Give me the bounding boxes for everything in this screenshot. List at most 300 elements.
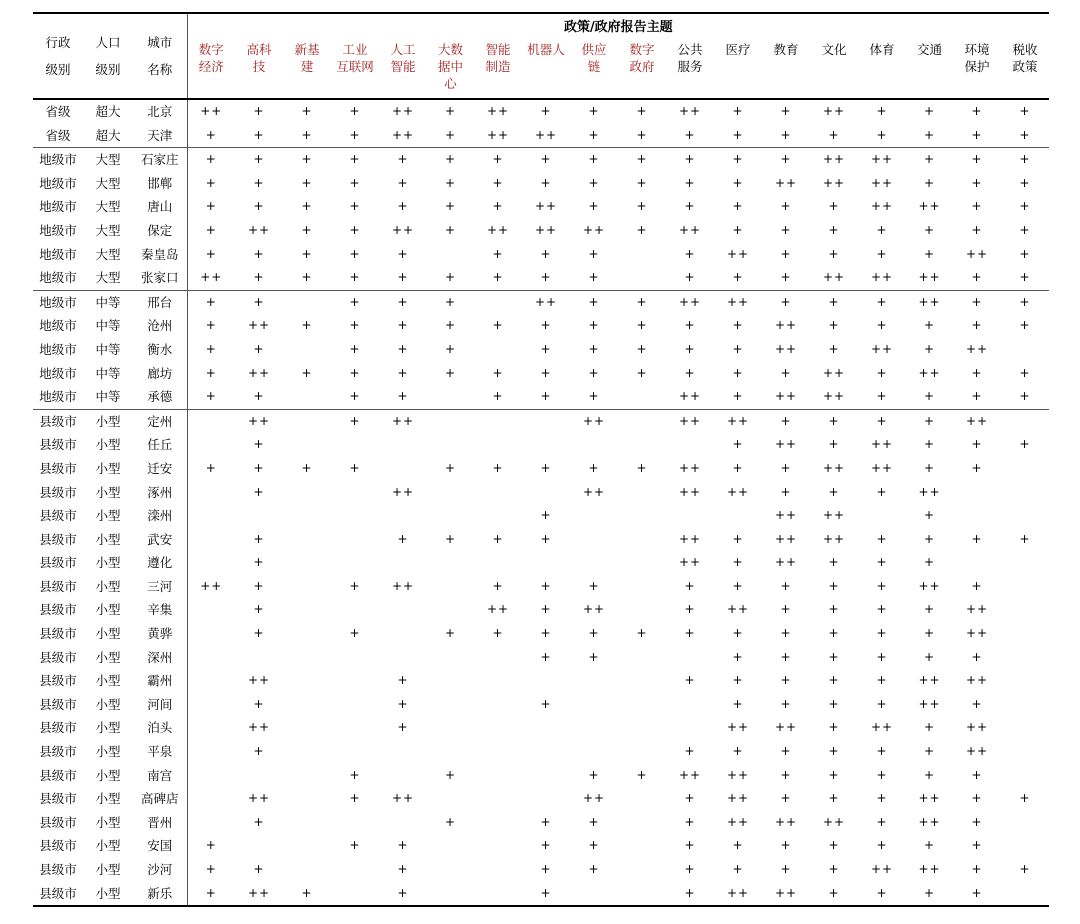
city-name-cell: 新乐 — [147, 885, 173, 901]
topic-mark-cell: + — [684, 602, 696, 617]
topic-mark-cell: ++ — [822, 365, 846, 380]
topic-mark-cell — [427, 669, 474, 693]
topic-header: 医疗 — [714, 41, 762, 99]
topic-mark-cell — [331, 693, 379, 717]
topic-mark-cell — [283, 693, 331, 717]
topic-mark-cell — [427, 598, 474, 622]
topic-mark-cell: ++ — [965, 341, 989, 356]
topic-mark-cell: + — [971, 222, 983, 237]
topic-mark-cell: + — [876, 602, 888, 617]
topic-mark-cell: ++ — [965, 602, 989, 617]
population-level-cell: 小型 — [95, 673, 121, 689]
topic-mark-cell — [1001, 811, 1049, 835]
population-level-cell: 大型 — [95, 222, 121, 238]
topic-mark-cell: + — [397, 318, 409, 333]
topic-mark-cell: ++ — [247, 720, 271, 735]
topic-mark-cell: ++ — [774, 555, 798, 570]
topic-mark-cell: ++ — [965, 673, 989, 688]
topic-mark-cell: + — [971, 175, 983, 190]
topic-mark-cell — [283, 716, 331, 740]
topic-mark-cell: + — [588, 814, 600, 829]
topic-mark-cell — [474, 716, 522, 740]
topic-mark-cell: ++ — [822, 175, 846, 190]
city-name-cell: 廊坊 — [147, 365, 173, 381]
topic-mark-cell — [666, 433, 714, 457]
topic-mark-cell — [1001, 646, 1049, 670]
topic-mark-cell: + — [444, 222, 457, 237]
topic-mark-cell: + — [732, 318, 744, 333]
city-name-cell: 迁安 — [147, 460, 173, 476]
admin-level-cell: 地级市 — [39, 270, 77, 286]
topic-mark-cell: + — [780, 626, 792, 641]
topic-mark-cell — [570, 528, 618, 552]
population-level-cell: 小型 — [95, 791, 121, 807]
topic-mark-cell: ++ — [247, 885, 271, 900]
topic-mark-cell: ++ — [918, 696, 941, 711]
topic-mark-cell: ++ — [486, 222, 510, 237]
topic-mark-cell: ++ — [965, 720, 989, 735]
topic-mark-cell: + — [540, 626, 552, 641]
table-row — [33, 362, 1049, 386]
table-row — [33, 716, 1049, 740]
topic-mark-cell: + — [971, 649, 983, 664]
topic-mark-cell: ++ — [235, 409, 283, 433]
topic-mark-cell: + — [397, 838, 409, 853]
topic-mark-cell: + — [923, 175, 936, 190]
table-row — [33, 787, 1049, 811]
topic-mark-cell: + — [971, 104, 983, 118]
city-name-cell: 泊头 — [147, 720, 173, 736]
population-level-cell: 小型 — [95, 555, 121, 571]
admin-level-cell: 省级 — [45, 104, 71, 119]
table-row — [33, 243, 1049, 267]
topic-mark-cell: + — [331, 290, 379, 314]
topic-mark-cell: + — [349, 578, 361, 593]
admin-level-cell: 地级市 — [39, 341, 77, 357]
table-row — [33, 385, 1049, 409]
topic-header: 大数 据中 心 — [427, 41, 474, 99]
topic-mark-cell: + — [253, 437, 265, 452]
topic-mark-cell: + — [444, 104, 457, 118]
topic-mark-cell — [570, 740, 618, 764]
topic-mark-cell: ++ — [965, 744, 989, 759]
topic-mark-cell: ++ — [774, 531, 798, 546]
topic-mark-cell: + — [444, 460, 457, 475]
topic-mark-cell: + — [876, 673, 888, 688]
table-row — [33, 693, 1049, 717]
topic-mark-cell: ++ — [570, 409, 618, 433]
topic-mark-cell: ++ — [953, 409, 1001, 433]
topic-mark-cell: + — [636, 626, 648, 641]
topic-mark-cell: ++ — [391, 104, 415, 118]
topic-mark-cell — [1001, 764, 1049, 788]
topic-mark-cell: + — [828, 199, 840, 214]
topic-mark-cell: + — [540, 508, 552, 523]
topic-mark-cell: + — [444, 199, 457, 214]
topic-mark-cell: + — [349, 341, 361, 356]
topic-mark-cell: + — [684, 791, 696, 806]
topic-mark-cell — [474, 740, 522, 764]
topic-mark-cell: ++ — [822, 814, 846, 829]
topic-mark-cell: + — [732, 555, 744, 570]
table-row — [33, 457, 1049, 481]
topic-mark-cell — [283, 764, 331, 788]
topic-mark-cell — [283, 646, 331, 670]
population-level-cell: 小型 — [95, 838, 121, 854]
topic-mark-cell: + — [444, 531, 457, 546]
topic-mark-cell: ++ — [774, 814, 798, 829]
topic-mark-cell: + — [540, 341, 552, 356]
topic-mark-cell: + — [349, 460, 361, 475]
topic-mark-cell: ++ — [726, 246, 750, 261]
topic-mark-cell: ++ — [822, 104, 846, 118]
topic-mark-cell: + — [540, 885, 552, 900]
topic-mark-cell: + — [444, 341, 457, 356]
topic-mark-cell — [283, 290, 331, 314]
admin-level-cell: 地级市 — [39, 365, 77, 381]
topic-mark-cell — [666, 716, 714, 740]
topic-mark-cell — [187, 598, 235, 622]
city-name-cell: 三河 — [147, 578, 173, 594]
topic-mark-cell — [187, 811, 235, 835]
table-row — [33, 172, 1049, 196]
topic-mark-cell: + — [876, 555, 888, 570]
topic-mark-cell: + — [636, 175, 648, 190]
topic-mark-cell: ++ — [870, 199, 894, 214]
topic-mark-cell — [283, 858, 331, 882]
topic-mark-cell: ++ — [678, 555, 702, 570]
topic-mark-cell: + — [971, 127, 983, 142]
topic-mark-cell: + — [187, 148, 235, 172]
topic-mark-cell: + — [349, 270, 361, 285]
topic-mark-cell: + — [732, 838, 744, 853]
population-level-cell: 中等 — [95, 318, 121, 334]
topic-mark-cell — [379, 433, 427, 457]
topic-mark-cell: ++ — [965, 626, 989, 641]
topic-mark-cell — [187, 740, 235, 764]
topic-mark-cell: ++ — [391, 127, 415, 142]
topic-mark-cell: + — [187, 338, 235, 362]
topic-mark-cell — [618, 834, 666, 858]
topic-mark-cell: ++ — [187, 575, 235, 599]
admin-level-cell: 县级市 — [39, 578, 77, 594]
topic-mark-cell — [283, 481, 331, 505]
topic-mark-cell: + — [828, 484, 840, 499]
topic-mark-cell: ++ — [870, 720, 894, 735]
topic-mark-cell: + — [187, 219, 235, 243]
topic-mark-cell — [570, 716, 618, 740]
topic-mark-cell — [522, 409, 570, 433]
topic-mark-cell: + — [444, 270, 457, 285]
topic-mark-cell — [331, 528, 379, 552]
topic-mark-cell: + — [684, 318, 696, 333]
topic-mark-cell — [379, 646, 427, 670]
topic-mark-cell: + — [923, 246, 936, 261]
topic-mark-cell: + — [1019, 104, 1031, 118]
topic-mark-cell: + — [780, 484, 792, 499]
topic-mark-cell: + — [253, 744, 265, 759]
topic-mark-cell: + — [1019, 791, 1031, 806]
topic-mark-cell: ++ — [534, 199, 558, 214]
city-name-cell: 安国 — [147, 838, 173, 854]
topic-mark-cell: + — [876, 791, 888, 806]
topic-mark-cell: ++ — [965, 246, 989, 261]
topic-mark-cell — [1001, 716, 1049, 740]
city-name-cell: 高碑店 — [140, 791, 179, 807]
topic-mark-cell: + — [349, 318, 361, 333]
topic-mark-cell: + — [828, 885, 840, 900]
topic-mark-cell — [522, 481, 570, 505]
topic-mark-cell: + — [349, 389, 361, 404]
topic-mark-cell: ++ — [774, 389, 798, 404]
topic-mark-cell: ++ — [666, 290, 714, 314]
topic-mark-cell: + — [828, 437, 840, 452]
topic-mark-cell: + — [876, 767, 888, 782]
topic-mark-cell: + — [397, 389, 409, 404]
topic-mark-cell: + — [588, 838, 600, 853]
topic-mark-cell — [1001, 409, 1049, 433]
topic-mark-cell: + — [923, 885, 936, 900]
city-name-cell: 河间 — [147, 696, 173, 712]
city-name-cell: 遵化 — [147, 555, 173, 571]
topic-mark-cell: + — [1019, 246, 1031, 261]
topic-mark-cell — [618, 409, 666, 433]
topic-mark-cell — [379, 551, 427, 575]
topic-mark-cell: ++ — [906, 290, 953, 314]
population-level-cell: 中等 — [95, 365, 121, 381]
topic-header: 税收 政策 — [1001, 41, 1049, 99]
topic-mark-cell: + — [570, 290, 618, 314]
topic-mark-cell: + — [971, 199, 983, 214]
topic-mark-cell: + — [732, 127, 744, 142]
admin-level-cell: 地级市 — [39, 389, 77, 405]
table-row — [33, 504, 1049, 528]
topic-mark-cell — [283, 385, 331, 409]
city-name-cell: 石家庄 — [133, 148, 187, 172]
population-level-cell: 小型 — [95, 484, 121, 500]
topic-mark-cell: + — [876, 744, 888, 759]
topic-mark-cell: ++ — [774, 318, 798, 333]
topic-mark-cell: + — [540, 104, 552, 118]
topic-mark-cell — [427, 433, 474, 457]
topic-mark-cell: + — [427, 290, 474, 314]
topic-mark-cell: ++ — [870, 341, 894, 356]
city-name-cell: 深州 — [147, 649, 173, 665]
topic-mark-cell: + — [349, 104, 361, 118]
topic-mark-cell: + — [971, 365, 983, 380]
city-name-cell: 黄骅 — [147, 626, 173, 642]
topic-mark-cell: ++ — [678, 460, 702, 475]
admin-level-cell: 县级市 — [39, 602, 77, 618]
topic-mark-cell: + — [187, 457, 235, 481]
topic-mark-cell: + — [444, 365, 457, 380]
table-row — [33, 338, 1049, 362]
topic-mark-cell: ++ — [918, 199, 941, 214]
topic-mark-cell: + — [684, 127, 696, 142]
topic-mark-cell: ++ — [810, 148, 858, 172]
population-level-cell: 小型 — [95, 767, 121, 783]
topic-mark-cell: + — [444, 175, 457, 190]
topic-mark-cell: + — [187, 195, 235, 219]
topic-mark-cell: ++ — [247, 791, 271, 806]
topic-mark-cell: ++ — [391, 578, 415, 593]
topic-mark-cell: + — [397, 673, 409, 688]
topic-mark-cell: + — [301, 199, 313, 214]
topic-mark-cell: ++ — [247, 318, 271, 333]
topic-mark-cell — [618, 669, 666, 693]
topic-mark-cell: + — [235, 148, 283, 172]
topic-mark-cell: + — [876, 814, 888, 829]
policy-topic-table — [33, 12, 1049, 907]
topic-mark-cell: + — [253, 341, 265, 356]
topic-mark-cell — [1001, 598, 1049, 622]
topic-mark-cell: + — [253, 484, 265, 499]
city-name-cell: 秦皇岛 — [140, 246, 179, 262]
topic-mark-cell: + — [187, 243, 235, 267]
topic-mark-cell: + — [397, 175, 409, 190]
topic-mark-cell: ++ — [534, 222, 558, 237]
topic-mark-cell: + — [684, 341, 696, 356]
topic-mark-cell: + — [780, 838, 792, 853]
topic-mark-cell: + — [444, 127, 457, 142]
topic-mark-cell: + — [732, 175, 744, 190]
population-level-cell: 大型 — [95, 175, 121, 191]
topic-mark-cell: ++ — [486, 602, 510, 617]
topic-mark-cell: + — [253, 531, 265, 546]
topic-mark-cell: ++ — [678, 767, 702, 782]
topic-mark-cell: + — [1019, 365, 1031, 380]
topic-mark-cell: + — [923, 626, 936, 641]
topic-mark-cell: + — [588, 246, 600, 261]
topic-mark-cell — [331, 598, 379, 622]
topic-mark-cell — [187, 716, 235, 740]
topic-mark-cell: + — [876, 127, 888, 142]
table-row — [33, 551, 1049, 575]
topic-mark-cell: + — [540, 814, 552, 829]
topic-mark-cell: + — [732, 531, 744, 546]
topic-mark-cell: + — [540, 838, 552, 853]
topic-mark-cell: + — [666, 148, 714, 172]
header-policy-topics-group: 政策/政府报告主题 — [187, 13, 1049, 41]
topic-mark-cell: ++ — [678, 389, 702, 404]
topic-mark-cell — [1001, 834, 1049, 858]
topic-mark-cell: + — [780, 767, 792, 782]
topic-mark-cell: + — [828, 626, 840, 641]
topic-mark-cell: + — [253, 814, 265, 829]
topic-mark-cell — [283, 528, 331, 552]
population-level-cell: 小型 — [95, 885, 121, 901]
topic-mark-cell — [570, 669, 618, 693]
topic-mark-cell — [379, 457, 427, 481]
topic-mark-cell — [618, 481, 666, 505]
topic-mark-cell: + — [780, 744, 792, 759]
topic-mark-cell — [187, 669, 235, 693]
topic-mark-cell: + — [923, 127, 936, 142]
topic-mark-cell: + — [349, 767, 361, 782]
topic-mark-cell: + — [397, 885, 409, 900]
table-row — [33, 669, 1049, 693]
population-level-cell: 中等 — [95, 389, 121, 405]
population-level-cell: 小型 — [95, 649, 121, 665]
topic-mark-cell — [331, 716, 379, 740]
topic-mark-cell: ++ — [726, 720, 750, 735]
topic-mark-cell: ++ — [774, 175, 798, 190]
topic-mark-cell: + — [301, 318, 313, 333]
topic-mark-cell: + — [1019, 270, 1031, 285]
topic-mark-cell — [379, 764, 427, 788]
topic-mark-cell — [187, 481, 235, 505]
topic-mark-cell: + — [684, 838, 696, 853]
topic-mark-cell: + — [253, 862, 265, 876]
topic-mark-cell: + — [1019, 222, 1031, 237]
topic-mark-cell: ++ — [391, 791, 415, 806]
topic-mark-cell: + — [636, 222, 648, 237]
header-city-name: 城市 名称 — [133, 13, 187, 99]
topic-mark-cell: + — [923, 341, 936, 356]
topic-mark-cell: + — [876, 626, 888, 641]
topic-mark-cell — [235, 834, 283, 858]
topic-mark-cell: + — [732, 389, 744, 404]
topic-mark-cell: + — [971, 578, 983, 593]
topic-mark-cell — [283, 834, 331, 858]
topic-mark-cell: + — [828, 602, 840, 617]
topic-mark-cell: ++ — [870, 460, 894, 475]
topic-mark-cell: + — [780, 602, 792, 617]
topic-mark-cell: ++ — [726, 484, 750, 499]
population-level-cell: 小型 — [95, 814, 121, 830]
topic-mark-cell: + — [492, 389, 504, 404]
topic-mark-cell: ++ — [247, 222, 271, 237]
topic-mark-cell: + — [379, 148, 427, 172]
topic-mark-cell — [474, 338, 522, 362]
topic-mark-cell — [331, 669, 379, 693]
topic-mark-cell — [235, 504, 283, 528]
topic-mark-cell — [522, 764, 570, 788]
topic-mark-cell — [427, 551, 474, 575]
topic-mark-cell: + — [906, 148, 953, 172]
city-name-cell: 霸州 — [147, 673, 173, 689]
topic-mark-cell: + — [923, 318, 936, 333]
topic-mark-cell: + — [762, 148, 810, 172]
city-name-cell: 辛集 — [147, 602, 173, 618]
topic-mark-cell: + — [876, 222, 888, 237]
topic-mark-cell: + — [828, 791, 840, 806]
topic-mark-cell — [474, 409, 522, 433]
city-name-cell: 涿州 — [147, 484, 173, 500]
topic-mark-cell — [618, 504, 666, 528]
topic-mark-cell: + — [1019, 862, 1031, 876]
topic-mark-cell: + — [876, 104, 888, 118]
topic-mark-cell: + — [618, 148, 666, 172]
topic-mark-cell: ++ — [582, 791, 606, 806]
topic-mark-cell: + — [732, 460, 744, 475]
topic-header: 智能 制造 — [474, 41, 522, 99]
topic-mark-cell: + — [876, 389, 888, 404]
topic-mark-cell — [187, 787, 235, 811]
header-admin-level: 行政 级别 — [33, 13, 83, 99]
topic-mark-cell: + — [923, 649, 936, 664]
admin-level-cell: 县级市 — [39, 696, 77, 712]
admin-level-cell: 省级 — [45, 127, 71, 143]
topic-mark-cell: + — [780, 246, 792, 261]
topic-header: 交通 — [906, 41, 953, 99]
topic-mark-cell: + — [636, 767, 648, 782]
city-name-cell: 沧州 — [147, 318, 173, 334]
topic-mark-cell — [283, 338, 331, 362]
topic-mark-cell — [1001, 882, 1049, 907]
topic-mark-cell: + — [780, 791, 792, 806]
topic-mark-cell — [427, 575, 474, 599]
